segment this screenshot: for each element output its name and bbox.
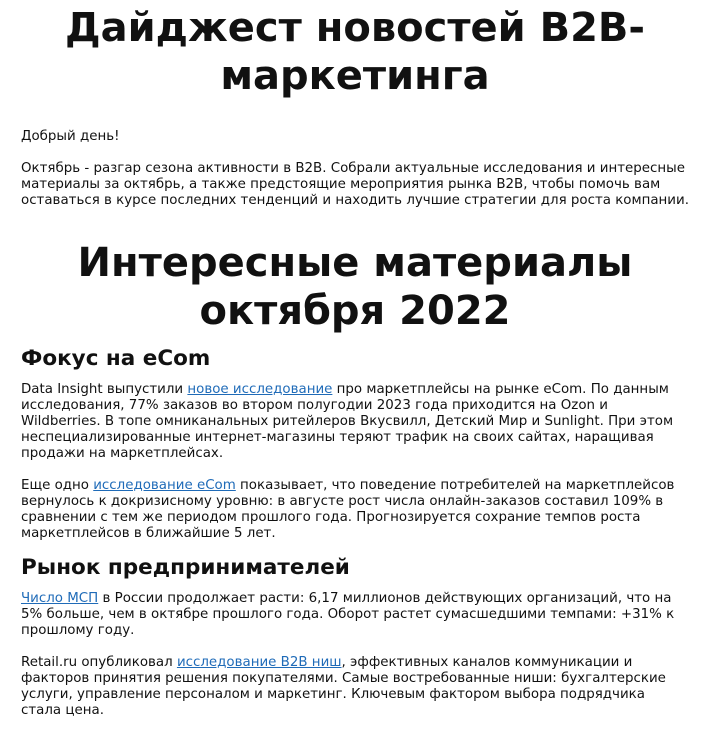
ecom-paragraph-2 — [21, 478, 689, 542]
newsletter-page — [21, 0, 689, 719]
ecom-heading: Фокус на eCom — [21, 346, 211, 371]
ecom-p2-before: Еще одно — [21, 478, 94, 493]
ecom-p1-after: про маркетплейсы на рынке eCom. По данным исследования, 77% заказов во втором полугодии 2023 года приходится на Ozon и Wildberries. В топе омниканальных ритейлеров Вкусвилл, Детский Мир и Sunlight. При этом неспециализированные интернет-магазины теряют трафик на своих сайтах, наращивая продажи на маркетплейсах. — [21, 382, 674, 461]
new-research-link[interactable]: новое исследование — [187, 382, 333, 397]
ecom-research-link[interactable]: исследование eCom — [93, 478, 236, 493]
smb-p2-after: , эффективных каналов коммуникации и факторов принятия решения покупателями. Самые востребованные ниши: бухгалтерские услуги, управление персоналом и маркетинг. Ключевым фактором выбора подрядчика стала цена. — [21, 655, 666, 718]
ecom-p1-before: Data Insight выпустили — [21, 382, 188, 397]
b2b-niches-research-link[interactable]: исследование B2B ниш — [176, 655, 342, 670]
smb-p2-before: Retail.ru опубликовал — [21, 655, 177, 670]
smb-paragraph-2 — [21, 655, 689, 719]
intro-paragraph: Октябрь - разгар сезона активности в B2B. Собрали актуальные исследования и интересные материалы за октябрь, а также предстоящие мероприятия рынка B2B, чтобы помочь вам оставаться в курсе последних тенденций и находить лучшие стратегии для роста компании. — [21, 161, 689, 208]
page-title: Дайджест новостей B2B-маркетинга — [65, 5, 645, 99]
section-title: Интересные материалы октября 2022 — [77, 240, 633, 334]
smb-p1-after: в России продолжает расти: 6,17 миллионов действующих организаций, что на 5% больше, чем в октябре прошлого года. Оборот растет сумасшедшими темпами: +31% к прошлому году. — [21, 591, 675, 638]
smb-paragraph-1 — [21, 591, 689, 639]
ecom-paragraph-1 — [21, 382, 689, 462]
smb-heading: Рынок предпринимателей — [21, 555, 350, 580]
smb-count-link[interactable]: Число МСП — [21, 591, 99, 606]
ecom-p2-after: показывает, что поведение потребителей на маркетплейсов вернулось к докризисному уровню: в августе рост числа онлайн-заказов составил 109% в сравнении с тем же периодом прошлого года. Прогнозируется сохрание темпов роста маркетплейсов в ближайшие 5 лет. — [21, 478, 675, 541]
greeting-text: Добрый день! — [21, 129, 120, 144]
